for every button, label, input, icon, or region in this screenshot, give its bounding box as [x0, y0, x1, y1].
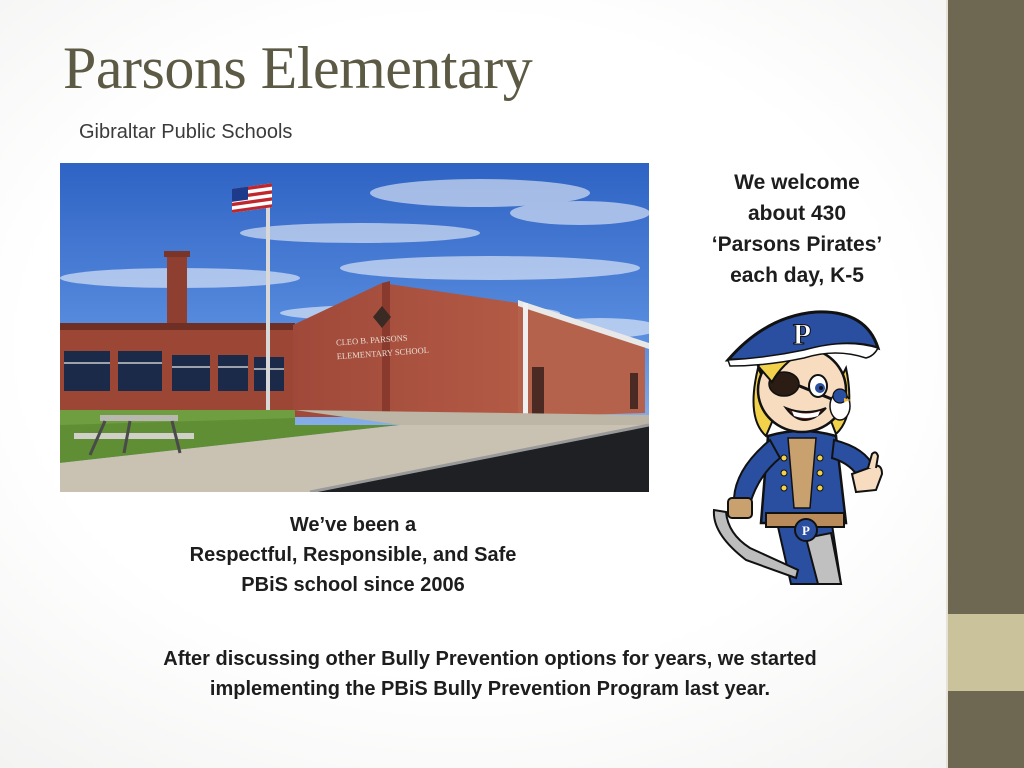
bully-line-2: implementing the PBiS Bully Prevention Program last year.: [209, 678, 771, 700]
welcome-line-3: ‘Parsons Pirates’: [711, 233, 883, 256]
flagpole: [266, 193, 270, 417]
mascot-belt-letter: P: [802, 523, 810, 538]
school-building-photo: [60, 163, 649, 492]
building-sign-line2: ELEMENTARY SCHOOL: [336, 344, 430, 362]
theme-sidebar-accent: [948, 614, 1024, 691]
pbis-line-2: Respectful, Responsible, and Safe: [189, 544, 517, 566]
welcome-line-1: We welcome: [734, 171, 860, 194]
slide-subtitle: Gibraltar Public Schools: [79, 121, 293, 143]
welcome-line-2: about 430: [747, 202, 847, 225]
slide-title: Parsons Elementary: [63, 35, 533, 101]
pbis-line-3: PBiS school since 2006: [241, 574, 465, 596]
building-sign-line1: CLEO B. PARSONS: [335, 332, 408, 348]
bully-prevention-statement: [100, 644, 880, 704]
mascot-hat-letter: P: [792, 318, 812, 351]
pirate-mascot: [706, 308, 896, 590]
welcome-line-4: each day, K-5: [730, 264, 864, 287]
pbis-line-1: We’ve been a: [289, 514, 417, 536]
pbis-statement: [153, 510, 553, 600]
welcome-text: [686, 167, 908, 291]
bully-line-1: After discussing other Bully Prevention options for years, we started: [163, 648, 817, 670]
